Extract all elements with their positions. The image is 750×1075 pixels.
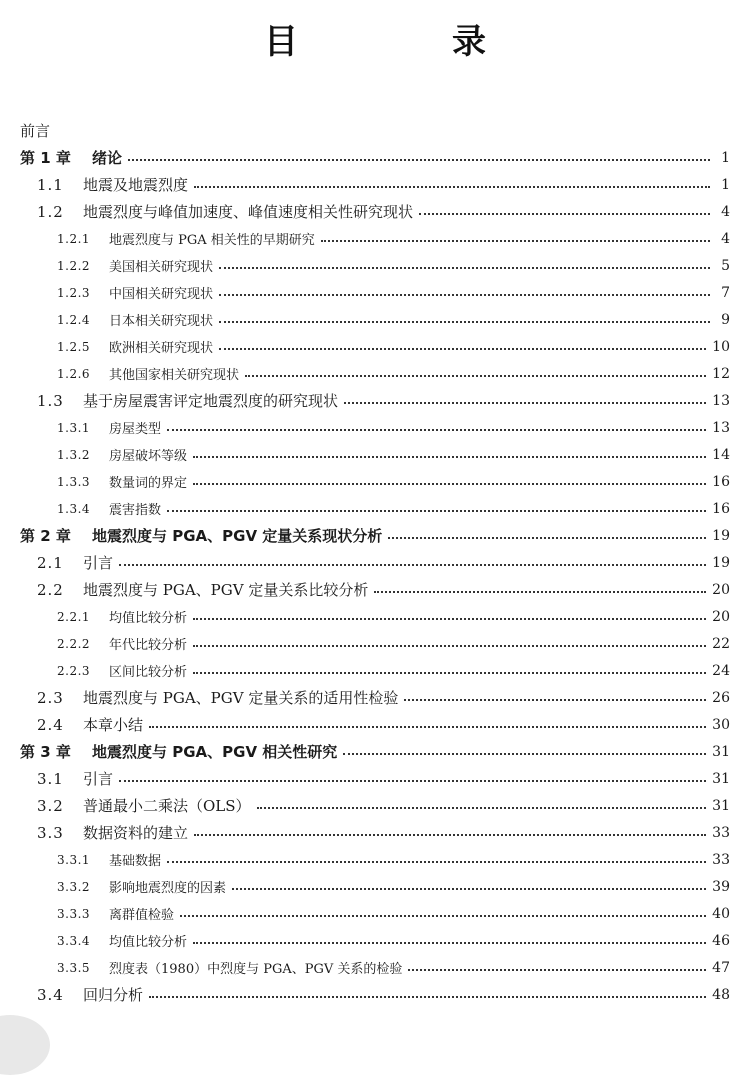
toc-entry-section	[0, 684, 750, 711]
dot-leader	[404, 698, 706, 701]
toc-entry-title: 地震烈度与 PGA、PGV 定量关系现状分析	[92, 527, 383, 545]
toc-entry-title: 数据资料的建立	[83, 824, 189, 842]
toc-entry-number: 3.3	[37, 823, 64, 842]
toc-entry-subsection	[0, 225, 750, 252]
toc-entry-number: 2.2	[37, 580, 64, 599]
toc-entry-page-number: 31	[712, 797, 730, 814]
toc-entry-number: 2.2.3	[57, 663, 91, 678]
toc-entry-page-number: 4	[721, 203, 730, 220]
toc-entry-number: 3.3.5	[57, 960, 91, 975]
dot-leader	[149, 725, 706, 728]
dot-leader	[180, 914, 706, 917]
toc-entry-section	[0, 387, 750, 414]
toc-entry-title: 基础数据	[109, 854, 162, 869]
toc-entry-title: 本章小结	[83, 716, 144, 734]
toc-entry-page-number: 20	[712, 608, 730, 625]
toc-entry-page-number: 40	[712, 905, 730, 922]
toc-entry-page-number: 4	[721, 230, 730, 247]
dot-leader	[245, 374, 706, 377]
toc-entry-title: 地震及地震烈度	[83, 176, 189, 194]
toc-entry-title: 绪论	[92, 149, 123, 167]
toc-entry-title: 日本相关研究现状	[109, 314, 214, 329]
toc-entry-page-number: 19	[712, 554, 730, 571]
toc-entry-title: 中国相关研究现状	[109, 287, 214, 302]
toc-entry-title: 地震烈度与 PGA、PGV 相关性研究	[92, 743, 338, 761]
toc-entry-title: 其他国家相关研究现状	[109, 368, 240, 383]
toc-entry-title: 烈度表（1980）中烈度与 PGA、PGV 关系的检验	[109, 962, 403, 977]
toc-entry-title: 均值比较分析	[109, 935, 188, 950]
dot-leader	[408, 968, 706, 971]
toc-entry-number: 1.1	[37, 175, 64, 194]
toc-entry-page-number: 13	[712, 392, 730, 409]
dot-leader	[149, 995, 706, 998]
toc-entry-subsection	[0, 900, 750, 927]
toc-entry-section	[0, 792, 750, 819]
dot-leader	[167, 428, 706, 431]
toc-entry-number: 3.3.2	[57, 879, 91, 894]
toc-entry-page-number: 46	[712, 932, 730, 949]
dot-leader	[219, 266, 710, 269]
toc-entry-number: 1.2.6	[57, 366, 91, 381]
toc-entry-page-number: 12	[712, 365, 730, 382]
toc-entry-page-number: 24	[712, 662, 730, 679]
toc-entry-page-number: 13	[712, 419, 730, 436]
toc-entry-title: 普通最小二乘法（OLS）	[83, 797, 251, 815]
toc-entry-subsection	[0, 333, 750, 360]
dot-leader	[419, 212, 710, 215]
toc-entry-number: 1.2.5	[57, 339, 91, 354]
toc-entry-number: 1.3.3	[57, 474, 91, 489]
dot-leader	[193, 644, 706, 647]
dot-leader	[193, 455, 706, 458]
dot-leader	[194, 185, 710, 188]
dot-leader	[374, 590, 706, 593]
toc-entry-number: 第 1 章	[20, 149, 71, 167]
toc-entry-number: 1.2.1	[57, 231, 91, 246]
toc-entry-title: 房屋类型	[109, 422, 162, 437]
toc-entry-page-number: 1	[721, 176, 730, 193]
toc-entry-number: 第 2 章	[20, 527, 71, 545]
dot-leader	[119, 779, 706, 782]
dot-leader	[344, 401, 706, 404]
toc-entry-number: 2.4	[37, 715, 64, 734]
toc-entry-subsection	[0, 846, 750, 873]
toc-entry-number: 1.3.1	[57, 420, 91, 435]
toc-entry-title: 地震烈度与 PGA、PGV 定量关系比较分析	[83, 581, 369, 599]
toc-entry-section	[0, 981, 750, 1008]
toc-entry-number: 2.2.1	[57, 609, 91, 624]
dot-leader	[257, 806, 707, 809]
toc-entry-page-number: 16	[712, 500, 730, 517]
toc-entry-title: 区间比较分析	[109, 665, 188, 680]
toc-entry-title: 数量词的界定	[109, 476, 188, 491]
dot-leader	[219, 347, 706, 350]
toc-entry-title: 地震烈度与 PGA 相关性的早期研究	[109, 233, 315, 248]
toc-entry-number: 1.2	[37, 202, 64, 221]
toc-entry-section	[0, 198, 750, 225]
dot-leader	[167, 509, 706, 512]
page-corner-shadow	[0, 1015, 50, 1075]
toc-entry-number: 2.3	[37, 688, 64, 707]
toc-entry-subsection	[0, 414, 750, 441]
dot-leader	[194, 833, 706, 836]
toc-entry-number: 2.1	[37, 553, 64, 572]
dot-leader	[321, 239, 710, 242]
toc-entry-subsection	[0, 468, 750, 495]
toc-entry-title: 均值比较分析	[109, 611, 188, 626]
toc-entry-section	[0, 171, 750, 198]
dot-leader	[219, 320, 710, 323]
dot-leader	[388, 536, 706, 539]
toc-entry-section	[0, 765, 750, 792]
toc-entry-page-number: 47	[712, 959, 730, 976]
dot-leader	[343, 752, 706, 755]
toc-entry-number: 第 3 章	[20, 743, 71, 761]
toc-entry-title: 前言	[20, 122, 51, 140]
toc-entry-subsection	[0, 954, 750, 981]
toc-entry-subsection	[0, 252, 750, 279]
toc-entry-preface	[0, 117, 750, 144]
toc-entry-number: 1.2.2	[57, 258, 91, 273]
dot-leader	[167, 860, 706, 863]
toc-entry-subsection	[0, 360, 750, 387]
toc-entry-section	[0, 711, 750, 738]
toc-entry-page-number: 33	[712, 851, 730, 868]
toc-entry-page-number: 22	[712, 635, 730, 652]
toc-entry-title: 引言	[83, 770, 114, 788]
toc-entry-title: 地震烈度与峰值加速度、峰值速度相关性研究现状	[83, 203, 414, 221]
toc-entry-number: 1.3.2	[57, 447, 91, 462]
toc-entry-subsection	[0, 927, 750, 954]
dot-leader	[193, 941, 706, 944]
toc-entry-page-number: 14	[712, 446, 730, 463]
toc-entry-subsection	[0, 441, 750, 468]
dot-leader	[193, 671, 706, 674]
toc-entry-title: 房屋破坏等级	[109, 449, 188, 464]
toc-entry-number: 3.1	[37, 769, 64, 788]
toc-entry-subsection	[0, 873, 750, 900]
toc-entry-subsection	[0, 279, 750, 306]
toc-entry-number: 3.2	[37, 796, 64, 815]
toc-entry-section	[0, 576, 750, 603]
toc-entry-page-number: 30	[712, 716, 730, 733]
toc-entry-page-number: 10	[712, 338, 730, 355]
toc-entry-chapter	[0, 144, 750, 171]
toc-entry-number: 1.2.3	[57, 285, 91, 300]
toc-entry-page-number: 48	[712, 986, 730, 1003]
toc-entry-subsection	[0, 306, 750, 333]
toc-entry-title: 离群值检验	[109, 908, 175, 923]
toc-entry-chapter	[0, 522, 750, 549]
page-title: 目 录	[264, 22, 546, 62]
toc-entry-number: 2.2.2	[57, 636, 91, 651]
toc-entry-title: 欧洲相关研究现状	[109, 341, 214, 356]
toc-entry-title: 引言	[83, 554, 114, 572]
toc-entry-number: 1.2.4	[57, 312, 91, 327]
toc-entry-page-number: 33	[712, 824, 730, 841]
toc-entry-title: 震害指数	[109, 503, 162, 518]
toc-entry-title: 年代比较分析	[109, 638, 188, 653]
toc-entry-title: 美国相关研究现状	[109, 260, 214, 275]
dot-leader	[193, 482, 706, 485]
toc-entry-title: 基于房屋震害评定地震烈度的研究现状	[83, 392, 339, 410]
toc-entry-page-number: 16	[712, 473, 730, 490]
toc-entry-page-number: 1	[721, 149, 730, 166]
toc-entry-chapter	[0, 738, 750, 765]
toc-entry-page-number: 31	[712, 743, 730, 760]
toc-entry-title: 地震烈度与 PGA、PGV 定量关系的适用性检验	[83, 689, 399, 707]
dot-leader	[232, 887, 706, 890]
toc-entry-number: 3.3.4	[57, 933, 91, 948]
dot-leader	[119, 563, 706, 566]
toc-entry-number: 1.3.4	[57, 501, 91, 516]
toc-entry-title: 回归分析	[83, 986, 144, 1004]
toc-entry-subsection	[0, 657, 750, 684]
toc-entry-title: 影响地震烈度的因素	[109, 881, 227, 896]
table-of-contents	[0, 117, 750, 1008]
toc-entry-number: 1.3	[37, 391, 64, 410]
toc-entry-section	[0, 549, 750, 576]
toc-entry-page-number: 26	[712, 689, 730, 706]
toc-entry-page-number: 19	[712, 527, 730, 544]
dot-leader	[128, 158, 710, 161]
toc-entry-number: 3.4	[37, 985, 64, 1004]
toc-entry-page-number: 39	[712, 878, 730, 895]
toc-entry-page-number: 20	[712, 581, 730, 598]
dot-leader	[219, 293, 710, 296]
toc-entry-subsection	[0, 603, 750, 630]
toc-entry-subsection	[0, 630, 750, 657]
dot-leader	[193, 617, 706, 620]
toc-entry-subsection	[0, 495, 750, 522]
toc-entry-page-number: 7	[721, 284, 730, 301]
toc-entry-page-number: 31	[712, 770, 730, 787]
toc-entry-section	[0, 819, 750, 846]
toc-entry-number: 3.3.3	[57, 906, 91, 921]
toc-entry-page-number: 9	[721, 311, 730, 328]
toc-entry-number: 3.3.1	[57, 852, 91, 867]
toc-entry-page-number: 5	[721, 257, 730, 274]
